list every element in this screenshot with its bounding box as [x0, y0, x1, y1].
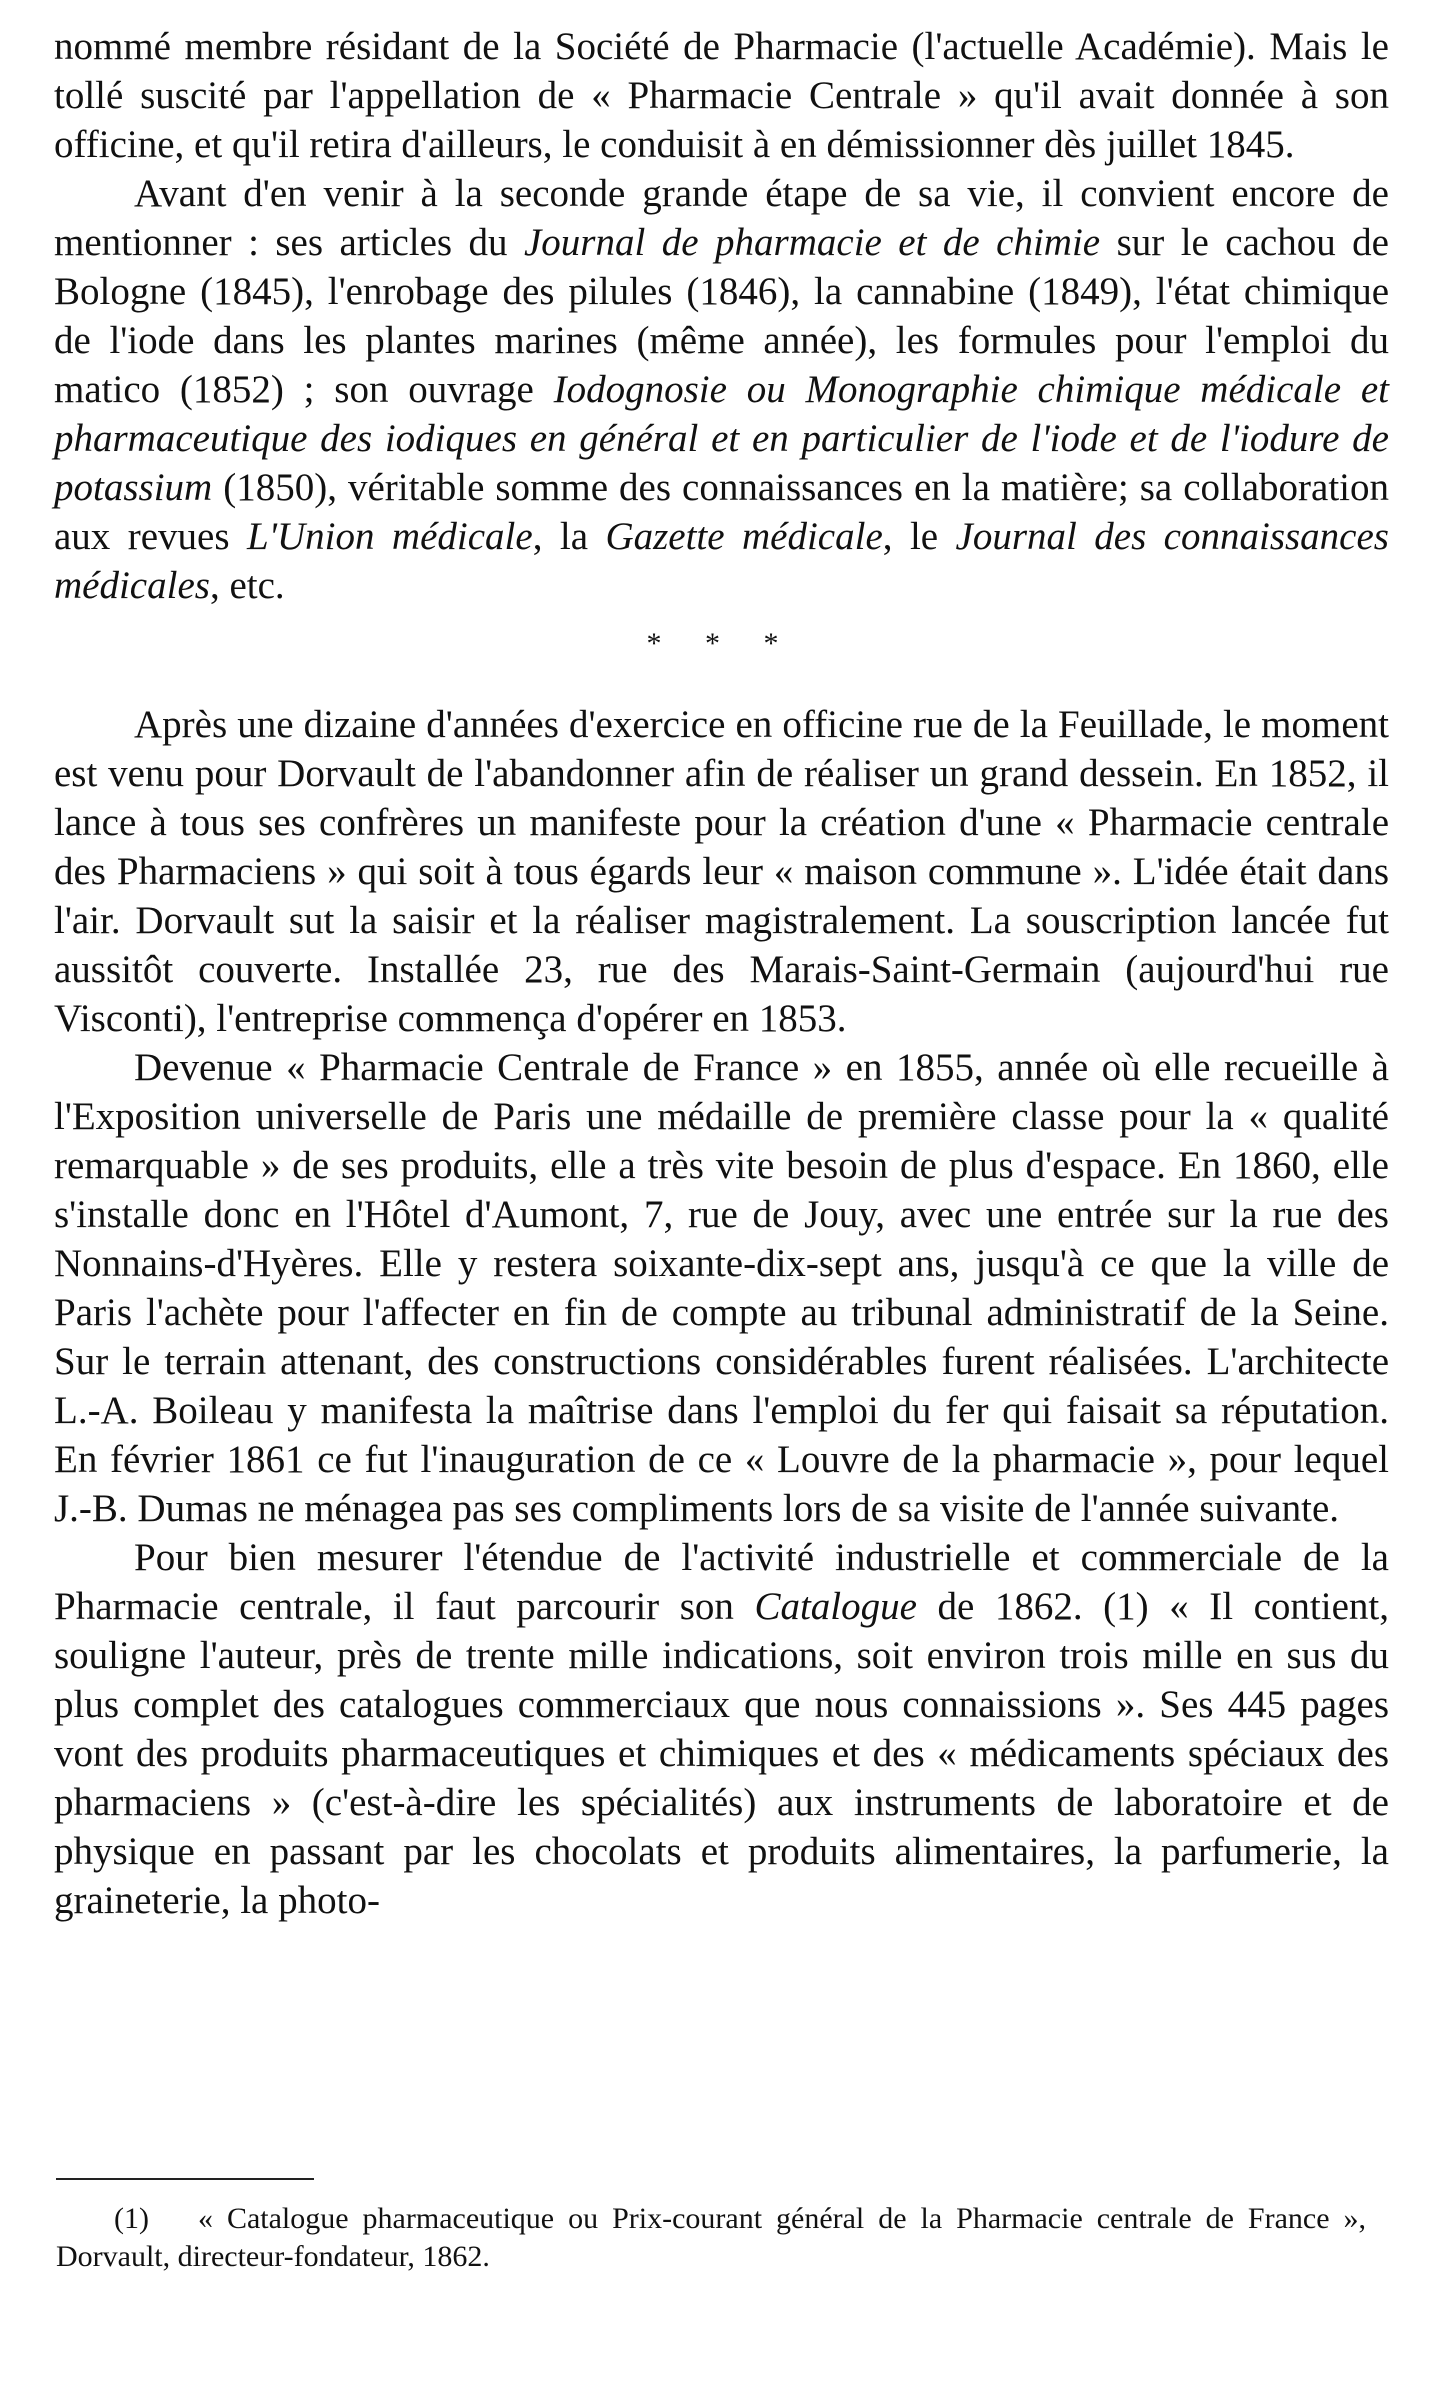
main-text	[54, 22, 1389, 1925]
paragraph	[54, 169, 1389, 610]
text-run: Pour bien mesurer l'étendue de l'activité industrielle et commerciale de la Pharmacie centrale, il faut parcourir son	[54, 1536, 1389, 1628]
footnote-marker: (1)	[114, 2202, 149, 2235]
paragraph	[54, 22, 1389, 169]
italic-title: Journal des connaissances médicales	[54, 515, 1389, 607]
text-run: , etc.	[209, 564, 285, 607]
text-run: , le	[882, 515, 956, 558]
footnote-divider	[56, 2178, 314, 2180]
paragraph	[54, 700, 1389, 1043]
footnote	[56, 2200, 1366, 2276]
text-run: (1850), véritable somme des connaissances en la matière; sa collaboration aux revues	[54, 466, 1389, 558]
italic-title: Catalogue	[754, 1585, 917, 1628]
paragraph	[54, 1043, 1389, 1533]
text-run: Avant d'en venir à la seconde grande étape de sa vie, il convient encore de mentionner : ses articles du	[54, 172, 1389, 264]
italic-title: Iodognosie ou Monographie chimique médicale et pharmaceutique des iodiques en général et en particulier de l'iode et de l'iodure de potassium	[54, 368, 1389, 509]
text-run: Après une dizaine d'années d'exercice en officine rue de la Feuillade, le moment est venu pour Dorvault de l'abandonner afin de réaliser un grand dessein. En 1852, il lance à tous ses confrères un manifeste pour la création d'une « Pharmacie centrale des Pharmaciens » qui soit à tous égards leur « maison commune ». L'idée était dans l'air. Dorvault sut la saisir et la réaliser magistralement. La souscription lancée fut aussitôt couverte. Installée 23, rue des Marais-Saint-Germain (aujourd'hui rue Visconti), l'entreprise commença d'opérer en 1853.	[54, 703, 1389, 1040]
text-run: , la	[532, 515, 606, 558]
section-separator: * * *	[646, 627, 797, 660]
italic-title: L'Union médicale	[246, 515, 533, 558]
text-run: de 1862. (1) « Il contient, souligne l'auteur, près de trente mille indications, soit environ trois mille en sus du plus complet des catalogues commerciaux que nous connaissions ». Ses 445 pages vont des produits pharmaceutiques et chimiques et des « médicaments spéciaux des pharmaciens » (c'est-à-dire les spécialités) aux instruments de laboratoire et de physique en passant par les chocolats et produits alimentaires, la parfumerie, la graineterie, la photo-	[54, 1585, 1389, 1922]
footnote-text: « Catalogue pharmaceutique ou Prix-courant général de la Pharmacie centrale de France », Dorvault, directeur-fondateur, 1862.	[56, 2202, 1367, 2273]
paragraph	[54, 1533, 1389, 1925]
text-run: nommé membre résidant de la Société de Pharmacie (l'actuelle Académie). Mais le tollé suscité par l'appellation de « Pharmacie Centrale » qu'il avait donnée à son officine, et qu'il retira d'ailleurs, le conduisit à en démissionner dès juillet 1845.	[54, 25, 1389, 166]
text-run: Devenue « Pharmacie Centrale de France » en 1855, année où elle recueille à l'Exposition universelle de Paris une médaille de première classe pour la « qualité remarquable » de ses produits, elle a très vite besoin de plus d'espace. En 1860, elle s'installe donc en l'Hôtel d'Aumont, 7, rue de Jouy, avec une entrée sur la rue des Nonnains-d'Hyères. Elle y restera soixante-dix-sept ans, jusqu'à ce que la ville de Paris l'achète pour l'affecter en fin de compte au tribunal administratif de la Seine. Sur le terrain attenant, des constructions considérables furent réalisées. L'architecte L.-A. Boileau y manifesta la maîtrise dans l'emploi du fer qui faisait sa réputation. En février 1861 ce fut l'inauguration de ce « Louvre de la pharmacie », pour lequel J.-B. Dumas ne ménagea pas ses compliments lors de sa visite de l'année suivante.	[54, 1046, 1389, 1530]
italic-title: Gazette médicale	[605, 515, 883, 558]
italic-title: Journal de pharmacie et de chimie	[524, 221, 1101, 264]
text-run: sur le cachou de Bologne (1845), l'enrobage des pilules (1846), la cannabine (1849), l'état chimique de l'iode dans les plantes marines (même année), les formules pour l'emploi du matico (1852) ; son ouvrage	[54, 221, 1389, 411]
